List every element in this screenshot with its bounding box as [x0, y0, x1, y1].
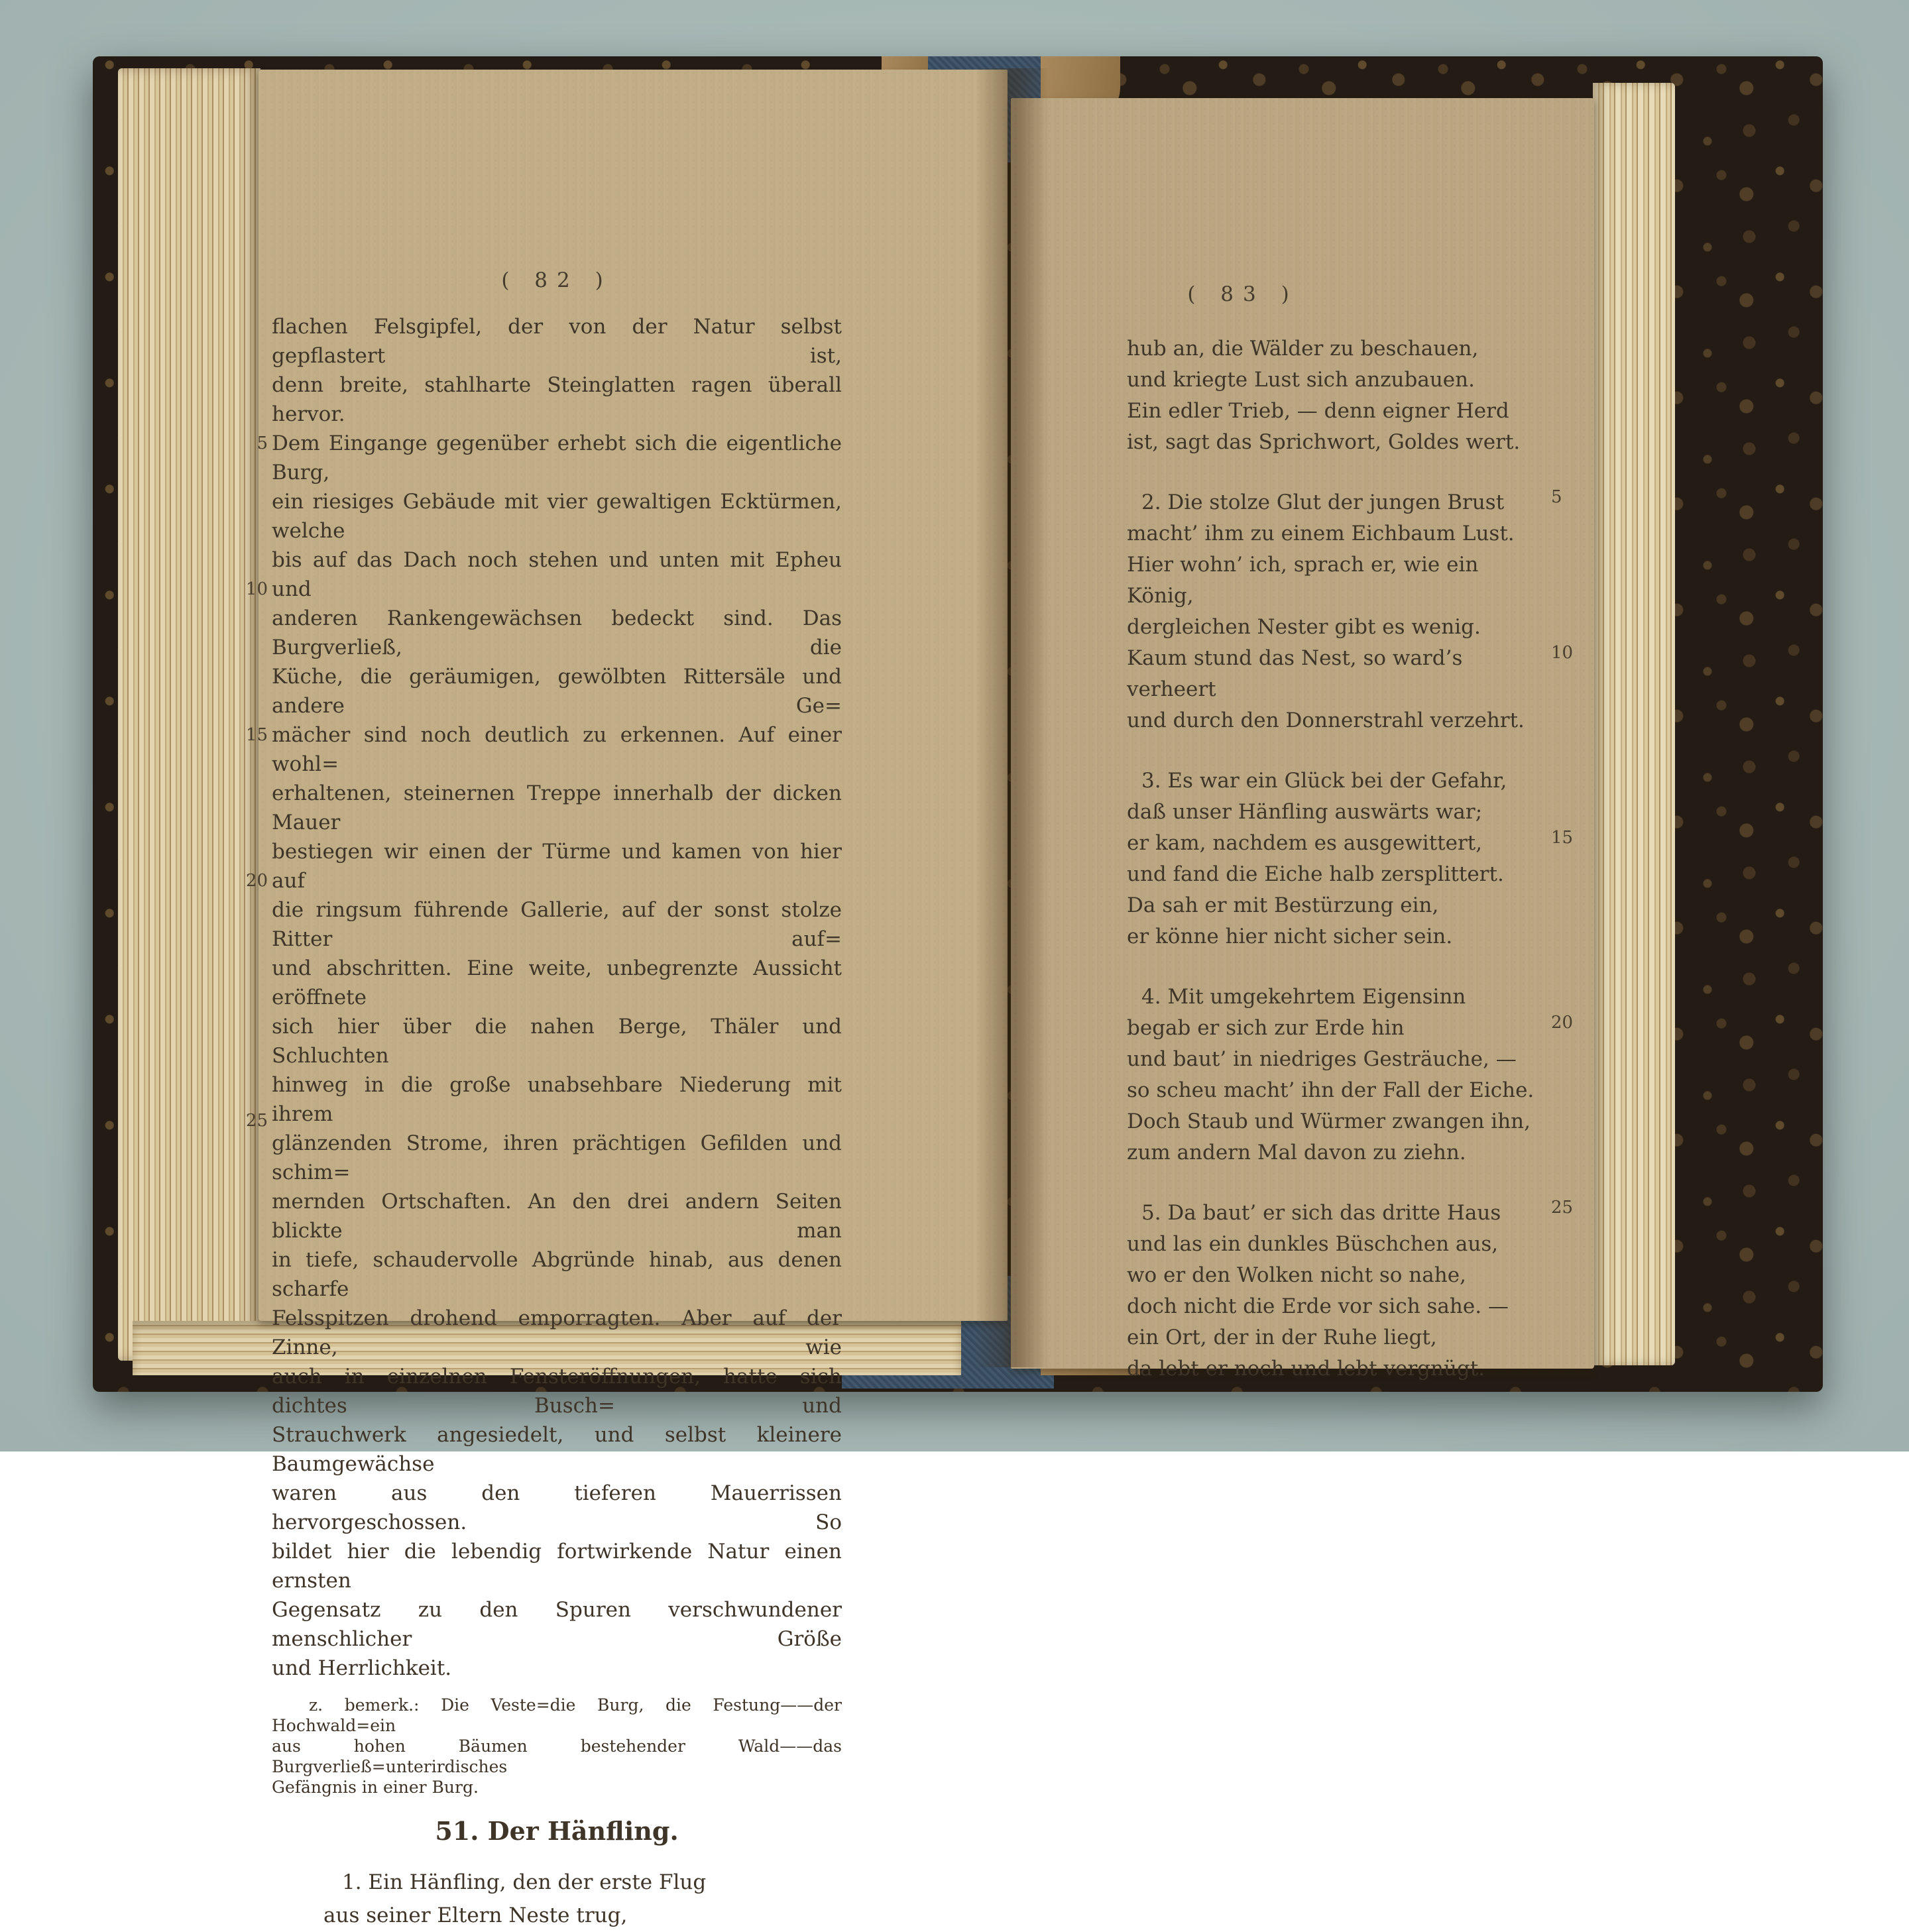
- prose-line: und abschritten. Eine weite, unbegrenzte Aussicht eröffnete: [272, 956, 842, 1009]
- poem-line: er kam, nachdem es ausgewittert,: [1127, 831, 1483, 855]
- prose-line: Küche, die geräumigen, gewölbten Rittersäle und andere Ge=: [272, 665, 842, 718]
- poem-stanza-5: [1127, 1198, 1551, 1385]
- poem-line: und las ein dunkles Büschchen aus,: [1127, 1232, 1499, 1256]
- poem-line: Da sah er mit Bestürzung ein,: [1127, 893, 1439, 917]
- poem-line: ist, sagt das Sprichwort, Goldes wert.: [1127, 430, 1521, 454]
- prose-line: anderen Rankengewächsen bedeckt sind. Das Burgverließ, die: [272, 606, 842, 659]
- prose-line: waren aus den tieferen Mauerrissen hervorgeschossen. So: [272, 1481, 842, 1534]
- footnote-line: Gefängnis in einer Burg.: [272, 1778, 479, 1797]
- footnote: [272, 1695, 842, 1797]
- margin-line-number: 25: [1551, 1198, 1574, 1218]
- prose-line: und Herrlichkeit.: [272, 1656, 452, 1680]
- prose-line: mernden Ortschaften. An den drei andern Seiten blickte man: [272, 1190, 842, 1243]
- margin-line-number: 5: [257, 433, 268, 453]
- poem-line: ein Ort, der in der Ruhe liegt,: [1127, 1326, 1437, 1349]
- prose-line: erhaltenen, steinernen Treppe innerhalb der dicken Mauer: [272, 781, 842, 834]
- poem-line: begab er sich zur Erde hin: [1127, 1016, 1405, 1040]
- poem-line: Doch Staub und Würmer zwangen ihn,: [1127, 1109, 1531, 1133]
- poem-start: [272, 1866, 842, 1932]
- poem-line: doch nicht die Erde vor sich sahe. —: [1127, 1294, 1509, 1318]
- prose-line: bildet hier die lebendig fortwirkende Natur einen ernsten: [272, 1540, 842, 1593]
- prose-line: hinweg in die große unabsehbare Niederung mit ihrem: [272, 1073, 842, 1126]
- margin-line-number: 15: [1551, 828, 1574, 848]
- poem-line: und kriegte Lust sich anzubauen.: [1127, 368, 1475, 392]
- page-82-text-column: [245, 268, 842, 1932]
- prose-paragraph: [245, 312, 842, 1683]
- margin-line-number: 10: [1551, 643, 1574, 663]
- prose-line: mächer sind noch deutlich zu erkennen. Auf einer wohl=: [272, 723, 842, 776]
- page-82: [245, 70, 1008, 1927]
- page-edges-right: [1593, 83, 1675, 1365]
- margin-line-number: 20: [245, 871, 268, 891]
- page-edges-left: [118, 68, 260, 1361]
- page-83: [1011, 98, 1594, 1381]
- poem-line: zum andern Mal davon zu ziehn.: [1127, 1141, 1466, 1165]
- poem-stanza-3: [1127, 766, 1551, 952]
- poem-line: und durch den Donnerstrahl verzehrt.: [1127, 709, 1525, 732]
- margin-line-number: 5: [1551, 487, 1562, 507]
- prose-line: sich hier über die nahen Berge, Thäler und Schluchten: [272, 1015, 842, 1068]
- poem-line: wo er den Wolken nicht so nahe,: [1127, 1263, 1466, 1287]
- poem-stanza-4: [1127, 982, 1551, 1168]
- poem-line: 1. Ein Hänfling, den der erste Flug: [342, 1870, 707, 1894]
- poem-line: aus seiner Eltern Neste trug,: [323, 1904, 628, 1927]
- prose-line: Felsspitzen drohend emporragten. Aber auf der Zinne, wie: [272, 1306, 842, 1359]
- prose-line: ein riesiges Gebäude mit vier gewaltigen Ecktürmen, welche: [272, 490, 842, 543]
- book-cover: [93, 56, 1823, 1927]
- prose-line: bis auf das Dach noch stehen und unten mit Epheu und: [272, 548, 842, 601]
- page-number: ( 83 ): [1187, 282, 1299, 306]
- margin-line-number: 25: [245, 1111, 268, 1131]
- poem-line: und fand die Eiche halb zersplittert.: [1127, 862, 1504, 886]
- margin-line-number: 10: [245, 579, 268, 599]
- prose-line: in tiefe, schaudervolle Abgründe hinab, aus denen scharfe: [272, 1248, 842, 1301]
- poem-stanza-1: [1127, 333, 1551, 458]
- margin-line-number: 20: [1551, 1013, 1574, 1033]
- footnote-line: z. bemerk.: Die Veste=die Burg, die Festung——der Hochwald=ein: [272, 1695, 842, 1735]
- poem-line: und baut’ in niedriges Gesträuche, —: [1127, 1047, 1517, 1071]
- poem-stanza-2: [1127, 487, 1551, 736]
- poem-line: da lebt er noch und lebt vergnügt.: [1127, 1357, 1485, 1381]
- poem-line: Hier wohn’ ich, sprach er, wie ein König,: [1127, 553, 1479, 608]
- prose-line: bestiegen wir einen der Türme und kamen von hier auf: [272, 840, 842, 893]
- poem-line: daß unser Hänfling auswärts war;: [1127, 800, 1483, 824]
- poem-line: 4. Mit umgekehrtem Eigensinn: [1141, 985, 1466, 1009]
- prose-line: auch in einzelnen Fensteröffnungen, hatte sich dichtes Busch= und: [272, 1365, 842, 1418]
- poem-line: 3. Es war ein Glück bei der Gefahr,: [1141, 769, 1507, 793]
- prose-line: glänzenden Strome, ihren prächtigen Gefilden und schim=: [272, 1131, 842, 1184]
- poem-line: macht’ ihm zu einem Eichbaum Lust.: [1127, 522, 1515, 545]
- prose-line: Strauchwerk angesiedelt, und selbst kleinere Baumgewächse: [272, 1423, 842, 1476]
- poem-line: 2. Die stolze Glut der jungen Brust: [1141, 490, 1505, 514]
- poem-line: so scheu macht’ ihn der Fall der Eiche.: [1127, 1078, 1534, 1102]
- prose-line: die ringsum führende Gallerie, auf der sonst stolze Ritter auf=: [272, 898, 842, 951]
- poem-line: 5. Da baut’ er sich das dritte Haus: [1141, 1201, 1501, 1225]
- poem-column: [1127, 333, 1551, 1414]
- prose-line: Gegensatz zu den Spuren verschwundener menschlicher Größe: [272, 1598, 842, 1651]
- prose-line: flachen Felsgipfel, der von der Natur selbst gepflastert ist,: [272, 315, 842, 368]
- section-heading: 51. Der Hänfling.: [435, 1816, 679, 1846]
- prose-line: Dem Eingange gegenüber erhebt sich die eigentliche Burg,: [272, 431, 842, 484]
- page-number: ( 82 ): [501, 268, 612, 292]
- prose-line: denn breite, stahlharte Steinglatten ragen überall hervor.: [272, 373, 842, 426]
- poem-line: hub an, die Wälder zu beschauen,: [1127, 337, 1479, 361]
- margin-line-number: 15: [245, 725, 268, 745]
- poem-line: er könne hier nicht sicher sein.: [1127, 925, 1453, 948]
- poem-line: dergleichen Nester gibt es wenig.: [1127, 615, 1481, 639]
- poem-line: Ein edler Trieb, — denn eigner Herd: [1127, 399, 1509, 423]
- footnote-line: aus hohen Bäumen bestehender Wald——das Burgverließ=unterirdisches: [272, 1736, 842, 1776]
- poem-line: Kaum stund das Nest, so ward’s verheert: [1127, 646, 1463, 701]
